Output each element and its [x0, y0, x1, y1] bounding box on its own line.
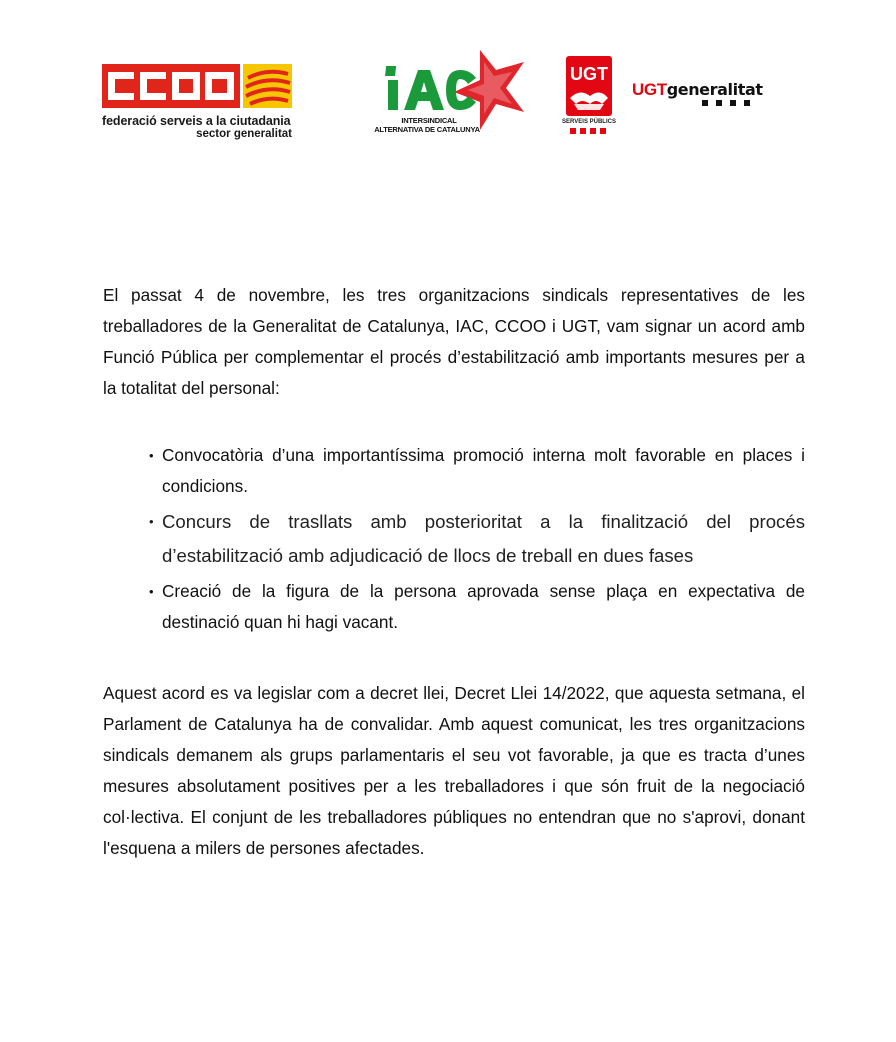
ugt-serveis-publics-logo — [562, 56, 616, 136]
ccoo-federation-label: federació serveis a la ciutadania — [102, 114, 291, 128]
bullet-marker: • — [149, 448, 154, 463]
ccoo-sector-label: sector generalitat — [196, 128, 292, 140]
ugt-generalitat-wordmark — [632, 80, 763, 100]
ugt-generalitat-logo — [632, 78, 762, 112]
ugt-generalitat-ugt: UGT — [632, 80, 667, 99]
svg-text:UGT: UGT — [570, 64, 608, 84]
measures-list — [103, 440, 805, 638]
list-item-text: Concurs de trasllats amb posterioritat a la finalització del procés d’estabilització amb adjudicació de llocs de treball en dues fases — [162, 511, 805, 566]
intro-paragraph: El passat 4 de novembre, les tres organitzacions sindicals representatives de les treballadores de la Generalitat de Catalunya, IAC, CCOO i UGT, vam signar un acord amb Funció Pública per complementar el procés d’estabilització amb importants mesures per a la totalitat del personal: — [103, 285, 805, 398]
list-item — [103, 440, 805, 502]
closing-paragraph: Aquest acord es va legislar com a decret llei, Decret Llei 14/2022, que aquesta setmana, el Parlament de Catalunya ha de convalidar. Amb aquest comunicat, les tres organitzacions sindicals demanem als grups parlamentaris el seu vot favorable, ja que es tracta d’unes mesures absolutament positives per a les treballadores i que són fruit de la negociació col·lectiva. El conjunt de les treballadores públiques no entendran que no s'aprovi, donant l'esquena a milers de persones afectades. — [103, 683, 805, 858]
list-item-text: Creació de la figura de la persona aprovada sense plaça en expectativa de destinació quan hi hagi vacant. — [162, 581, 805, 632]
bullet-marker: • — [149, 584, 154, 599]
ccoo-logo — [102, 64, 294, 140]
document-body — [103, 280, 805, 864]
ccoo-wordmark-graphic — [102, 64, 294, 112]
ugt-serveis-label: SERVEIS PÚBLICS — [562, 119, 616, 125]
iac-logo — [372, 48, 532, 140]
ugt-generalitat-dots-graphic — [702, 100, 762, 108]
iac-line1: INTERSINDICAL — [401, 116, 457, 125]
list-item-text: Convocatòria d’una importantíssima promoció interna molt favorable en places i condicions. — [162, 445, 805, 496]
bullet-marker: • — [149, 514, 154, 529]
logo-header — [0, 0, 896, 150]
iac-line2: ALTERNATIVA DE CATALUNYA — [374, 125, 480, 134]
ugt-generalitat-generalitat: generalitat — [666, 80, 763, 99]
list-item — [103, 576, 805, 638]
list-item — [103, 505, 805, 573]
